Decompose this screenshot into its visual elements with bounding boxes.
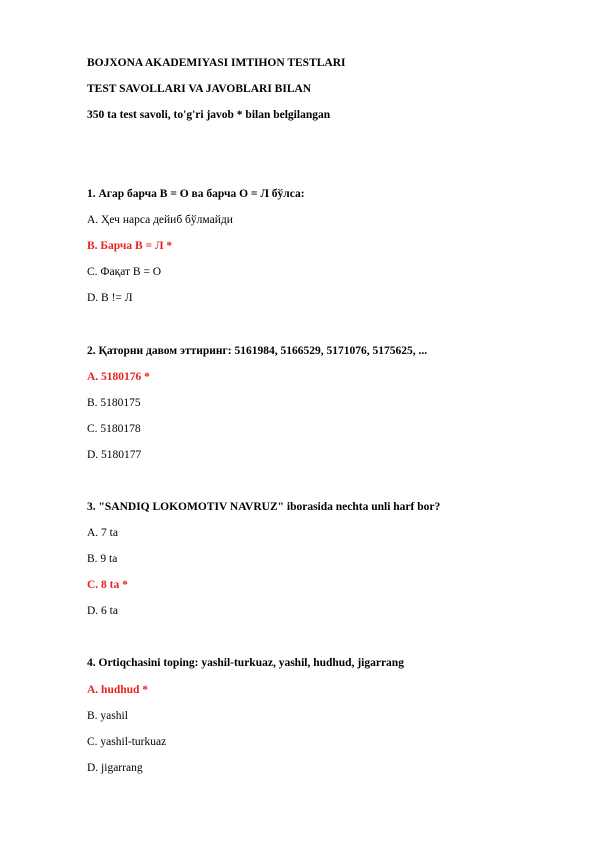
question-1-option-c: C. Фақат В = О [87, 266, 162, 278]
question-4-option-a-correct: A. hudhud * [87, 684, 149, 696]
question-4: 4. Ortiqchasini toping: yashil-turkuaz, yashil, hudhud, jigarrang [87, 657, 404, 669]
question-1-option-a: A. Ҳеч нарса дейиб бўлмайди [87, 214, 233, 226]
question-3-option-d: D. 6 ta [87, 605, 118, 617]
question-1: 1. Агар барча В = О ва барча О = Л бўлса: [87, 188, 305, 200]
question-4-option-d: D. jigarrang [87, 762, 143, 774]
question-4-option-c: C. yashil-turkuaz [87, 736, 167, 748]
document-note: 350 ta test savoli, to'g'ri javob * bilan belgilangan [87, 109, 331, 121]
question-2-option-b: B. 5180175 [87, 397, 141, 409]
question-2: 2. Қаторни давом эттиринг: 5161984, 5166529, 5171076, 5175625, ... [87, 345, 428, 357]
question-3-option-c-correct: C. 8 ta * [87, 579, 128, 591]
document-title: BOJXONA AKADEMIYASI IMTIHON TESTLARI [87, 57, 346, 69]
question-2-option-a-correct: A. 5180176 * [87, 371, 150, 383]
question-1-option-d: D. В != Л [87, 292, 133, 304]
question-3: 3. "SANDIQ LOKOMOTIV NAVRUZ" iborasida nechta unli harf bor? [87, 501, 441, 513]
question-3-option-a: A. 7 ta [87, 527, 118, 539]
question-2-option-c: C. 5180178 [87, 423, 141, 435]
question-4-option-b: B. yashil [87, 710, 128, 722]
question-1-option-b-correct: B. Барча В = Л * [87, 240, 173, 252]
document-subtitle: TEST SAVOLLARI VA JAVOBLARI BILAN [87, 83, 312, 95]
question-2-option-d: D. 5180177 [87, 449, 142, 461]
question-3-option-b: B. 9 ta [87, 553, 118, 565]
